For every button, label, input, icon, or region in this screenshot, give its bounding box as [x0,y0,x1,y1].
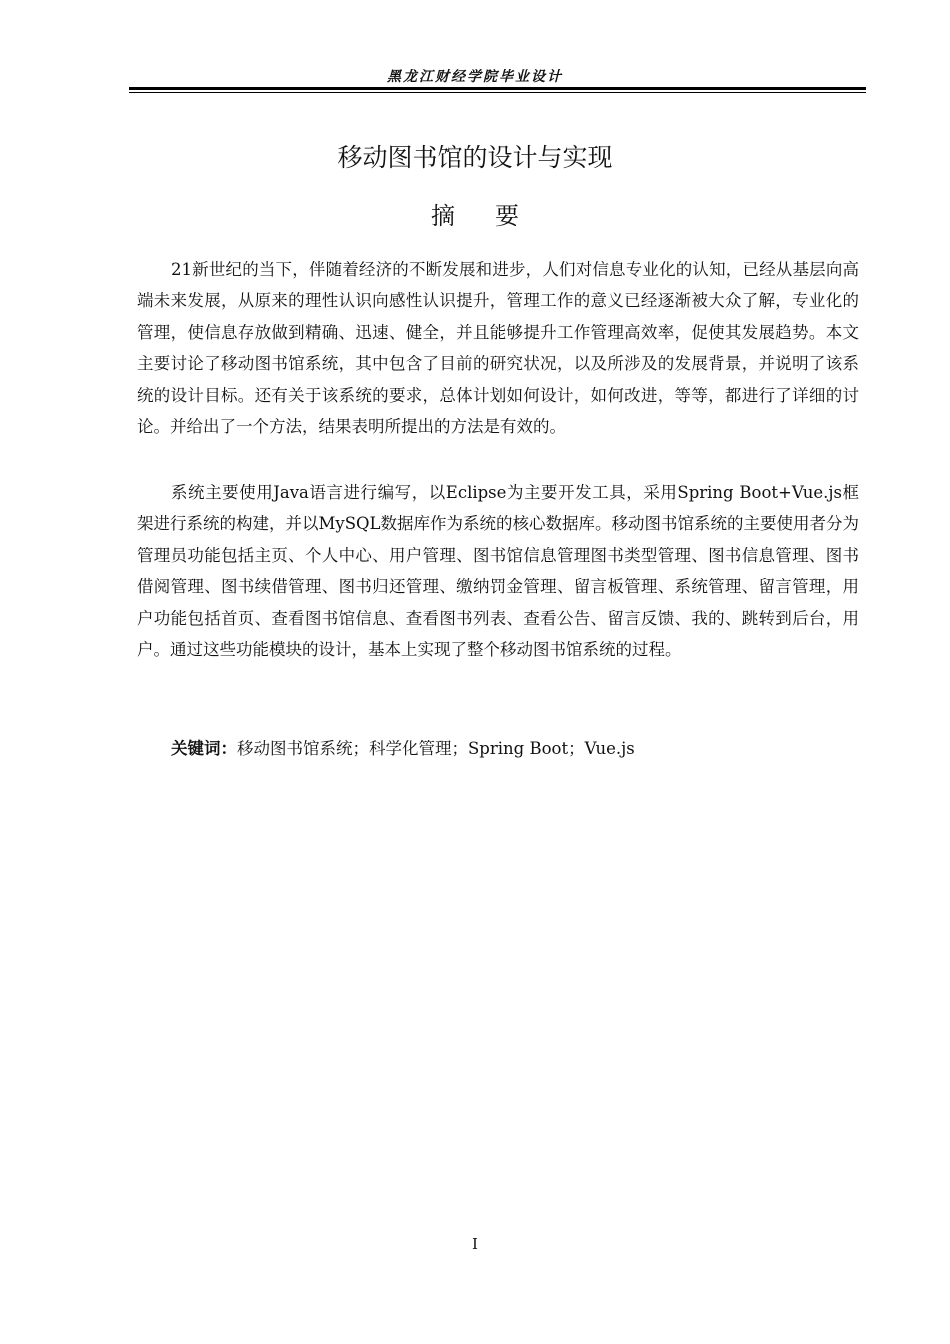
running-header: 黑龙江财经学院毕业设计 [387,69,563,85]
abstract-heading: 摘要 [431,202,559,230]
document-title: 移动图书馆的设计与实现 [337,143,613,172]
abstract-paragraph-2-block [137,477,859,665]
keywords-label: 关键词： [171,739,237,758]
abstract-paragraph-1: 21新世纪的当下，伴随着经济的不断发展和进步，人们对信息专业化的认知，已经从基层向高端未来发展，从原来的理性认识向感性认识提升，管理工作的意义已经逐渐被大众了解，专业化的管理，使信息存放做到精确、迅速、健全，并且能够提升工作管理高效率，促使其发展趋势。本文主要讨论了移动图书馆系统，其中包含了目前的研究状况，以及所涉及的发展背景，并说明了该系统的设计目标。还有关于该系统的要求，总体计划如何设计，如何改进，等等，都进行了详细的讨论。并给出了一个方法，结果表明所提出的方法是有效的。 [137,260,859,437]
abstract-paragraph-2: 系统主要使用Java语言进行编写，以Eclipse为主要开发工具，采用Spring Boot+Vue.js框架进行系统的构建，并以MySQL数据库作为系统的核心数据库。移动图书馆系统的主要使用者分为管理员功能包括主页、个人中心、用户管理、图书馆信息管理图书类型管理、图书信息管理、图书借阅管理、图书续借管理、图书归还管理、缴纳罚金管理、留言板管理、系统管理、留言管理，用户功能包括首页、查看图书馆信息、查看图书列表、查看公告、留言反馈、我的、跳转到后台，用户。通过这些功能模块的设计，基本上实现了整个移动图书馆系统的过程。 [137,483,860,660]
abstract-paragraph-1-block [137,254,859,442]
header-rule-thin [129,92,866,93]
page-number: I [472,1235,478,1253]
keywords-line [171,733,635,764]
header-rule-thick [129,87,866,90]
keywords-list: 移动图书馆系统；科学化管理；Spring Boot；Vue.js [237,739,635,758]
